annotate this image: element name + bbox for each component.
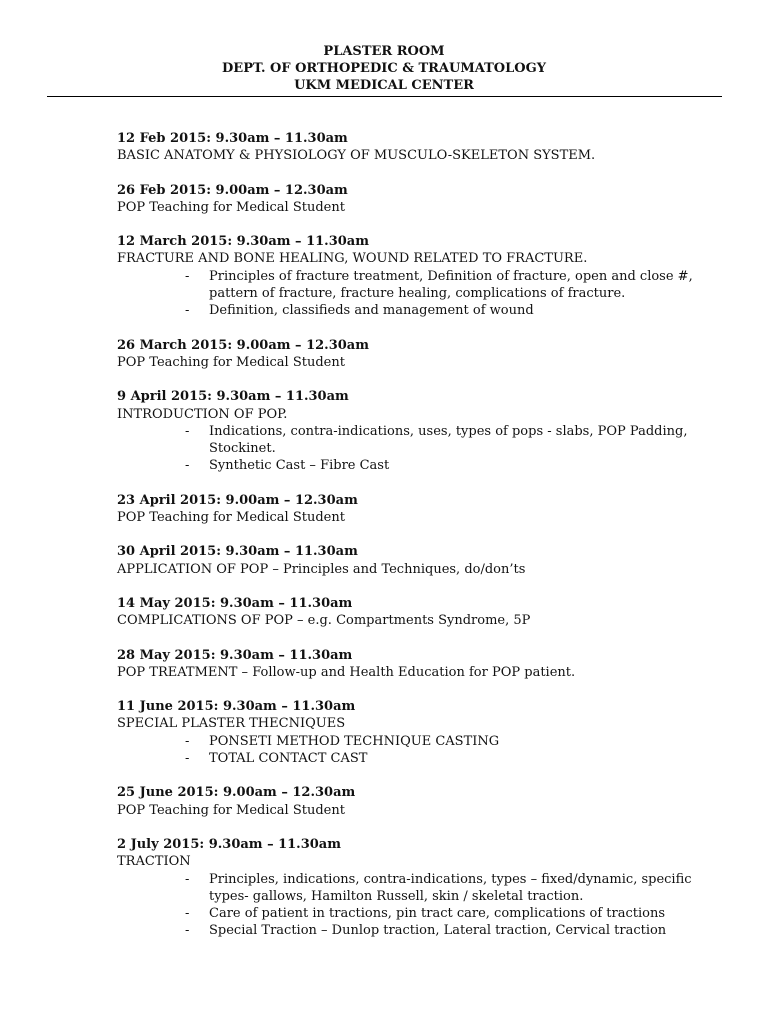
header-divider <box>47 96 722 97</box>
session-date: 14 May 2015: 9.30am – 11.30am <box>117 595 353 611</box>
bullet-dash: - <box>185 923 190 939</box>
topic-item <box>117 922 717 939</box>
bullet-dash: - <box>185 303 190 319</box>
schedule-session <box>117 595 717 630</box>
topic-item <box>117 302 717 319</box>
session-title: SPECIAL PLASTER THECNIQUES <box>117 716 346 732</box>
bullet-dash: - <box>185 458 190 474</box>
session-topics <box>117 268 717 320</box>
topic-text: Synthetic Cast – Fibre Cast <box>209 458 390 474</box>
session-title: POP TREATMENT – Follow-up and Health Education for POP patient. <box>117 664 576 680</box>
bullet-dash: - <box>185 423 190 439</box>
bullet-dash: - <box>185 733 190 749</box>
session-title: POP Teaching for Medical Student <box>117 802 345 818</box>
session-date: 2 July 2015: 9.30am – 11.30am <box>117 836 341 852</box>
session-title: FRACTURE AND BONE HEALING, WOUND RELATED TO FRACTURE. <box>117 251 588 267</box>
session-title: APPLICATION OF POP – Principles and Techniques, do/don’ts <box>117 561 526 577</box>
session-title: INTRODUCTION OF POP. <box>117 406 288 422</box>
session-title: TRACTION <box>117 854 191 870</box>
bullet-dash: - <box>185 906 190 922</box>
session-topics <box>117 733 717 768</box>
session-title: POP Teaching for Medical Student <box>117 354 345 370</box>
session-title: COMPLICATIONS OF POP – e.g. Compartments Syndrome, 5P <box>117 613 531 629</box>
session-title: BASIC ANATOMY & PHYSIOLOGY OF MUSCULO-SKELETON SYSTEM. <box>117 148 596 164</box>
topic-item <box>117 750 717 767</box>
schedule-session <box>117 698 717 767</box>
schedule-session <box>117 182 717 217</box>
session-topics <box>117 871 717 940</box>
topic-text: Care of patient in tractions, pin tract care, complications of tractions <box>209 906 666 922</box>
bullet-dash: - <box>185 751 190 767</box>
topic-text: TOTAL CONTACT CAST <box>209 751 368 767</box>
session-title: POP Teaching for Medical Student <box>117 510 345 526</box>
schedule-session <box>117 492 717 527</box>
schedule-session <box>117 233 717 319</box>
schedule-session <box>117 130 717 165</box>
topic-item <box>117 268 717 303</box>
topic-item <box>117 871 717 906</box>
session-date: 25 June 2015: 9.00am – 12.30am <box>117 785 356 801</box>
session-date: 28 May 2015: 9.30am – 11.30am <box>117 647 353 663</box>
topic-item <box>117 423 717 458</box>
schedule-session <box>117 543 717 578</box>
schedule-session <box>117 836 717 940</box>
schedule-session <box>117 647 717 682</box>
bullet-dash: - <box>185 268 190 284</box>
session-date: 12 Feb 2015: 9.30am – 11.30am <box>117 131 348 146</box>
document-header <box>0 43 768 94</box>
session-date: 26 March 2015: 9.00am – 12.30am <box>117 337 369 353</box>
topic-text: Indications, contra-indications, uses, types of pops - slabs, POP Padding, Stockinet. <box>209 423 688 457</box>
session-date: 11 June 2015: 9.30am – 11.30am <box>117 699 356 715</box>
header-line-1: PLASTER ROOM <box>323 44 445 59</box>
topic-text: Principles, indications, contra-indications, types – fixed/dynamic, specific types- gallows, Hamilton Russell, skin / skeletal traction. <box>209 871 692 904</box>
schedule-session <box>117 337 717 372</box>
schedule-session <box>117 388 717 474</box>
session-title: POP Teaching for Medical Student <box>117 199 345 215</box>
topic-item <box>117 905 717 922</box>
header-line-3: UKM MEDICAL CENTER <box>294 78 474 93</box>
session-date: 30 April 2015: 9.30am – 11.30am <box>117 544 358 560</box>
topic-text: Principles of fracture treatment, Definition of fracture, open and close #, pattern of fracture, fracture healing, complications of fracture. <box>209 268 693 302</box>
schedule-session <box>117 784 717 819</box>
header-line-2: DEPT. OF ORTHOPEDIC & TRAUMATOLOGY <box>222 61 546 76</box>
session-date: 12 March 2015: 9.30am – 11.30am <box>117 234 369 250</box>
session-date: 26 Feb 2015: 9.00am – 12.30am <box>117 182 348 198</box>
session-topics <box>117 423 717 475</box>
session-date: 23 April 2015: 9.00am – 12.30am <box>117 492 358 508</box>
topic-text: PONSETI METHOD TECHNIQUE CASTING <box>209 733 500 749</box>
topic-text: Definition, classifieds and management of wound <box>209 303 534 319</box>
session-date: 9 April 2015: 9.30am – 11.30am <box>117 389 349 405</box>
topic-text: Special Traction – Dunlop traction, Lateral traction, Cervical traction <box>209 923 667 939</box>
schedule-list <box>117 130 717 957</box>
bullet-dash: - <box>185 871 190 887</box>
topic-item <box>117 457 717 474</box>
topic-item <box>117 733 717 750</box>
